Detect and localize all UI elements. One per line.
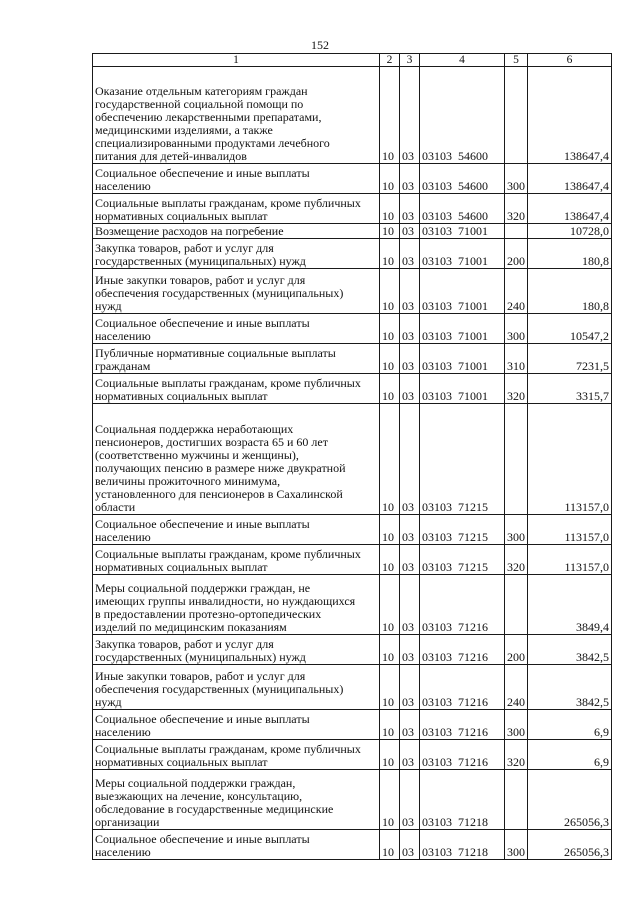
row-amount-cell: 113157,0 xyxy=(528,404,612,515)
table-row xyxy=(93,239,612,269)
row-section-cell: 10 xyxy=(380,374,400,404)
column-header: 5 xyxy=(505,54,528,67)
row-code-cell: 03103 71216 xyxy=(420,665,505,710)
row-name-cell: Социальное обеспечение и иные выплаты населению xyxy=(93,314,380,344)
row-code-cell: 03103 71215 xyxy=(420,404,505,515)
row-section-cell: 10 xyxy=(380,67,400,164)
row-subsection-cell: 03 xyxy=(400,164,420,194)
row-amount-cell: 6,9 xyxy=(528,740,612,770)
row-name-cell: Иные закупки товаров, работ и услуг для обеспечения государственных (муниципальных) нужд xyxy=(93,269,380,314)
row-expense-type-cell: 310 xyxy=(505,344,528,374)
row-section-cell: 10 xyxy=(380,830,400,860)
row-subsection-cell: 03 xyxy=(400,374,420,404)
row-section-cell: 10 xyxy=(380,665,400,710)
row-section-cell: 10 xyxy=(380,404,400,515)
row-expense-type-cell: 300 xyxy=(505,314,528,344)
row-name-cell: Социальная поддержка неработающих пенсионеров, достигших возраста 65 и 60 лет (соответственно мужчины и женщины), получающих пенсию в размере ниже двукратной величины прожиточного минимума, установленного для пенсионеров в Сахалинской области xyxy=(93,404,380,515)
row-name-cell: Возмещение расходов на погребение xyxy=(93,224,380,239)
table-row xyxy=(93,515,612,545)
table-row xyxy=(93,224,612,239)
table-row xyxy=(93,344,612,374)
row-section-cell: 10 xyxy=(380,575,400,635)
row-name-cell: Социальные выплаты гражданам, кроме публичных нормативных социальных выплат xyxy=(93,740,380,770)
row-expense-type-cell: 200 xyxy=(505,239,528,269)
row-name-cell: Закупка товаров, работ и услуг для государственных (муниципальных) нужд xyxy=(93,239,380,269)
row-subsection-cell: 03 xyxy=(400,239,420,269)
row-section-cell: 10 xyxy=(380,545,400,575)
row-code-cell: 03103 54600 xyxy=(420,67,505,164)
row-amount-cell: 3315,7 xyxy=(528,374,612,404)
row-expense-type-cell: 240 xyxy=(505,665,528,710)
row-code-cell: 03103 71216 xyxy=(420,710,505,740)
table-row xyxy=(93,404,612,515)
row-name-cell: Меры социальной поддержки граждан, не имеющих группы инвалидности, но нуждающихся в предоставлении протезно-ортопедических изделий по медицинским показаниям xyxy=(93,575,380,635)
row-name-cell: Оказание отдельным категориям граждан государственной социальной помощи по обеспечению лекарственными препаратами, медицинскими изделиями, а также специализированными продуктами лечебного питания для детей-инвалидов xyxy=(93,67,380,164)
row-subsection-cell: 03 xyxy=(400,635,420,665)
row-section-cell: 10 xyxy=(380,269,400,314)
row-expense-type-cell: 320 xyxy=(505,374,528,404)
row-expense-type-cell: 300 xyxy=(505,164,528,194)
column-header: 6 xyxy=(528,54,612,67)
row-amount-cell: 6,9 xyxy=(528,710,612,740)
row-name-cell: Иные закупки товаров, работ и услуг для обеспечения государственных (муниципальных) нужд xyxy=(93,665,380,710)
row-name-cell: Социальное обеспечение и иные выплаты населению xyxy=(93,164,380,194)
row-amount-cell: 10547,2 xyxy=(528,314,612,344)
row-code-cell: 03103 71001 xyxy=(420,269,505,314)
row-name-cell: Социальное обеспечение и иные выплаты населению xyxy=(93,710,380,740)
row-subsection-cell: 03 xyxy=(400,67,420,164)
table-row xyxy=(93,374,612,404)
column-header: 4 xyxy=(420,54,505,67)
row-section-cell: 10 xyxy=(380,239,400,269)
table-row xyxy=(93,740,612,770)
row-subsection-cell: 03 xyxy=(400,545,420,575)
row-subsection-cell: 03 xyxy=(400,269,420,314)
row-code-cell: 03103 71001 xyxy=(420,224,505,239)
row-section-cell: 10 xyxy=(380,770,400,830)
row-expense-type-cell: 240 xyxy=(505,269,528,314)
table-row xyxy=(93,269,612,314)
row-subsection-cell: 03 xyxy=(400,344,420,374)
row-code-cell: 03103 71218 xyxy=(420,770,505,830)
row-subsection-cell: 03 xyxy=(400,830,420,860)
row-code-cell: 03103 71215 xyxy=(420,515,505,545)
row-code-cell: 03103 71001 xyxy=(420,344,505,374)
row-subsection-cell: 03 xyxy=(400,770,420,830)
row-amount-cell: 138647,4 xyxy=(528,194,612,224)
row-section-cell: 10 xyxy=(380,740,400,770)
row-expense-type-cell: 320 xyxy=(505,740,528,770)
row-expense-type-cell: 200 xyxy=(505,635,528,665)
row-code-cell: 03103 71216 xyxy=(420,575,505,635)
table-row xyxy=(93,635,612,665)
page-number: 152 xyxy=(311,38,329,52)
table-header-row xyxy=(93,54,612,67)
row-expense-type-cell xyxy=(505,770,528,830)
row-subsection-cell: 03 xyxy=(400,515,420,545)
row-code-cell: 03103 54600 xyxy=(420,194,505,224)
row-code-cell: 03103 54600 xyxy=(420,164,505,194)
row-expense-type-cell xyxy=(505,67,528,164)
row-section-cell: 10 xyxy=(380,224,400,239)
row-code-cell: 03103 71001 xyxy=(420,314,505,344)
budget-table xyxy=(92,53,612,860)
row-expense-type-cell: 300 xyxy=(505,515,528,545)
table-row xyxy=(93,830,612,860)
row-amount-cell: 10728,0 xyxy=(528,224,612,239)
row-name-cell: Меры социальной поддержки граждан, выезжающих на лечение, консультацию, обследование в государственные медицинские организации xyxy=(93,770,380,830)
row-expense-type-cell: 320 xyxy=(505,194,528,224)
row-name-cell: Публичные нормативные социальные выплаты гражданам xyxy=(93,344,380,374)
row-amount-cell: 265056,3 xyxy=(528,770,612,830)
row-name-cell: Социальное обеспечение и иные выплаты населению xyxy=(93,830,380,860)
row-section-cell: 10 xyxy=(380,635,400,665)
row-section-cell: 10 xyxy=(380,194,400,224)
row-name-cell: Закупка товаров, работ и услуг для государственных (муниципальных) нужд xyxy=(93,635,380,665)
row-amount-cell: 7231,5 xyxy=(528,344,612,374)
row-amount-cell: 180,8 xyxy=(528,269,612,314)
row-expense-type-cell xyxy=(505,404,528,515)
table-row xyxy=(93,545,612,575)
row-section-cell: 10 xyxy=(380,164,400,194)
column-header: 2 xyxy=(380,54,400,67)
row-subsection-cell: 03 xyxy=(400,194,420,224)
row-expense-type-cell: 300 xyxy=(505,710,528,740)
row-section-cell: 10 xyxy=(380,344,400,374)
table-row xyxy=(93,314,612,344)
row-subsection-cell: 03 xyxy=(400,404,420,515)
row-amount-cell: 265056,3 xyxy=(528,830,612,860)
row-expense-type-cell: 320 xyxy=(505,545,528,575)
row-amount-cell: 138647,4 xyxy=(528,164,612,194)
row-name-cell: Социальные выплаты гражданам, кроме публичных нормативных социальных выплат xyxy=(93,374,380,404)
row-subsection-cell: 03 xyxy=(400,740,420,770)
table-row xyxy=(93,164,612,194)
table-row xyxy=(93,194,612,224)
row-section-cell: 10 xyxy=(380,710,400,740)
table-row xyxy=(93,710,612,740)
row-expense-type-cell xyxy=(505,224,528,239)
row-section-cell: 10 xyxy=(380,314,400,344)
row-amount-cell: 113157,0 xyxy=(528,545,612,575)
column-header: 1 xyxy=(93,54,380,67)
row-name-cell: Социальное обеспечение и иные выплаты населению xyxy=(93,515,380,545)
row-subsection-cell: 03 xyxy=(400,665,420,710)
column-header: 3 xyxy=(400,54,420,67)
row-subsection-cell: 03 xyxy=(400,314,420,344)
row-subsection-cell: 03 xyxy=(400,575,420,635)
row-amount-cell: 3842,5 xyxy=(528,635,612,665)
row-amount-cell: 180,8 xyxy=(528,239,612,269)
row-code-cell: 03103 71215 xyxy=(420,545,505,575)
table-row xyxy=(93,67,612,164)
row-section-cell: 10 xyxy=(380,515,400,545)
row-code-cell: 03103 71218 xyxy=(420,830,505,860)
row-amount-cell: 3842,5 xyxy=(528,665,612,710)
table-row xyxy=(93,770,612,830)
row-expense-type-cell: 300 xyxy=(505,830,528,860)
row-name-cell: Социальные выплаты гражданам, кроме публичных нормативных социальных выплат xyxy=(93,194,380,224)
table-row xyxy=(93,665,612,710)
row-expense-type-cell xyxy=(505,575,528,635)
row-code-cell: 03103 71001 xyxy=(420,239,505,269)
row-amount-cell: 3849,4 xyxy=(528,575,612,635)
table-row xyxy=(93,575,612,635)
row-code-cell: 03103 71216 xyxy=(420,635,505,665)
row-code-cell: 03103 71216 xyxy=(420,740,505,770)
row-amount-cell: 113157,0 xyxy=(528,515,612,545)
row-subsection-cell: 03 xyxy=(400,710,420,740)
row-subsection-cell: 03 xyxy=(400,224,420,239)
row-amount-cell: 138647,4 xyxy=(528,67,612,164)
row-name-cell: Социальные выплаты гражданам, кроме публичных нормативных социальных выплат xyxy=(93,545,380,575)
row-code-cell: 03103 71001 xyxy=(420,374,505,404)
